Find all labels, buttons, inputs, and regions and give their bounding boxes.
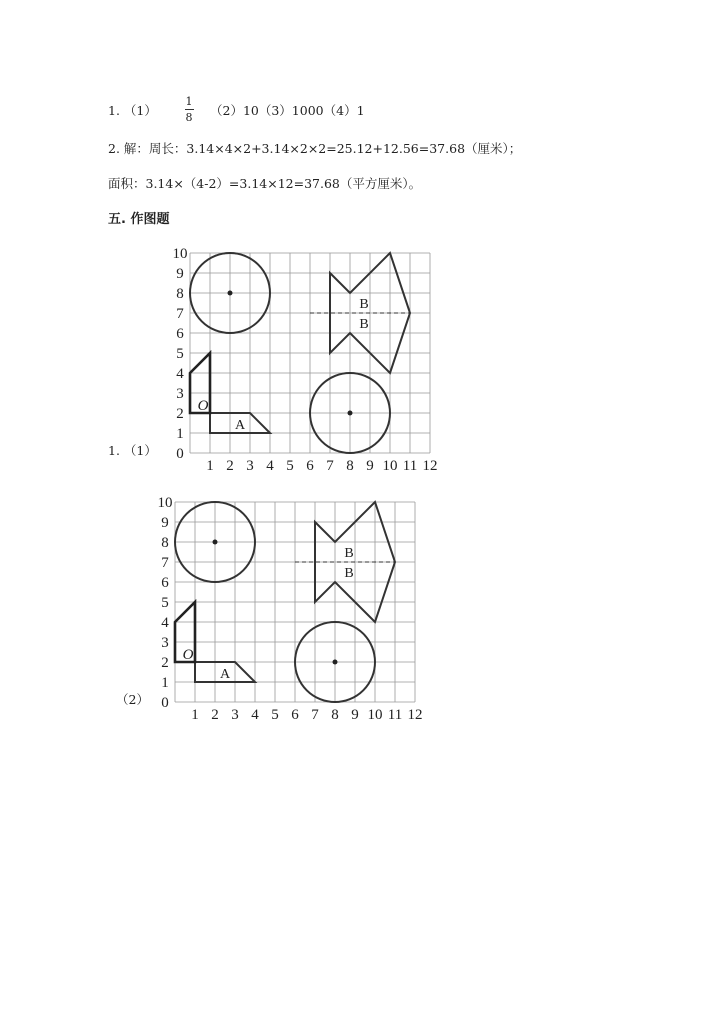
figure-2-label: （2） xyxy=(116,692,149,707)
x-tick-label: 9 xyxy=(351,707,359,723)
origin-label: O xyxy=(182,647,194,663)
x-tick-label: 10 xyxy=(367,707,383,723)
x-tick-label: 1 xyxy=(191,707,199,723)
figure-1-label: 1. （1） xyxy=(108,443,157,458)
x-tick-label: 11 xyxy=(402,458,418,474)
x-tick-label: 2 xyxy=(226,458,234,474)
answer-1-prefix: 1. （1） xyxy=(108,103,157,118)
x-tick-label: 1 xyxy=(206,458,214,474)
x-tick-label: 4 xyxy=(251,707,259,723)
y-tick-label: 1 xyxy=(161,675,169,691)
y-tick-label: 8 xyxy=(176,286,184,302)
y-tick-label: 5 xyxy=(161,595,169,611)
x-tick-label: 2 xyxy=(211,707,219,723)
answer-2-line-2: 面积：3.14×（4-2）=3.14×12=37.68（平方厘米）。 xyxy=(108,176,422,191)
x-tick-label: 5 xyxy=(286,458,294,474)
y-tick-label: 2 xyxy=(176,406,184,422)
x-tick-label: 4 xyxy=(266,458,274,474)
circle-top-center-dot xyxy=(228,291,233,296)
x-tick-label: 10 xyxy=(382,458,398,474)
y-tick-label: 3 xyxy=(161,635,169,651)
fraction-numerator: 1 xyxy=(185,95,193,108)
y-tick-label: 10 xyxy=(172,246,188,262)
circle-bottom-center-dot xyxy=(333,660,338,665)
fraction-bar xyxy=(185,109,194,110)
x-tick-label: 9 xyxy=(366,458,374,474)
y-tick-label: 10 xyxy=(157,495,173,511)
shape-b-label-lower: B xyxy=(344,566,354,581)
x-tick-label: 3 xyxy=(246,458,254,474)
y-tick-label: 3 xyxy=(176,386,184,402)
y-tick-label: 7 xyxy=(161,555,169,571)
y-tick-label: 9 xyxy=(161,515,169,531)
x-tick-label: 7 xyxy=(311,707,319,723)
y-tick-label: 0 xyxy=(161,695,169,711)
circle-bottom-center-dot xyxy=(348,411,353,416)
shape-a-label: A xyxy=(219,667,231,682)
y-tick-label: 7 xyxy=(176,306,184,322)
y-tick-label: 6 xyxy=(161,575,169,591)
y-tick-label: 1 xyxy=(176,426,184,442)
figure-1-grid xyxy=(155,245,445,475)
x-tick-label: 12 xyxy=(407,707,423,723)
x-tick-label: 12 xyxy=(422,458,438,474)
y-tick-label: 8 xyxy=(161,535,169,551)
y-tick-label: 4 xyxy=(176,366,184,382)
answer-2-line-1: 2. 解：周长：3.14×4×2+3.14×2×2=25.12+12.56=37.68（厘米）； xyxy=(108,141,522,156)
circle-top-center-dot xyxy=(213,540,218,545)
answer-1-rest: （2）10（3）1000（4）1 xyxy=(210,103,365,118)
x-tick-label: 6 xyxy=(306,458,314,474)
shape-b-label-upper: B xyxy=(359,297,369,312)
shape-b-label-lower: B xyxy=(359,317,369,332)
y-tick-label: 9 xyxy=(176,266,184,282)
x-tick-label: 6 xyxy=(291,707,299,723)
x-tick-label: 8 xyxy=(346,458,354,474)
shape-b-label-upper: B xyxy=(344,546,354,561)
y-tick-label: 6 xyxy=(176,326,184,342)
x-tick-label: 3 xyxy=(231,707,239,723)
y-tick-label: 5 xyxy=(176,346,184,362)
x-tick-label: 5 xyxy=(271,707,279,723)
y-tick-label: 0 xyxy=(176,446,184,462)
x-tick-label: 7 xyxy=(326,458,334,474)
x-tick-label: 8 xyxy=(331,707,339,723)
answer-1-fraction xyxy=(182,95,196,124)
fraction-denominator: 8 xyxy=(185,111,193,124)
y-tick-label: 4 xyxy=(161,615,169,631)
section-title: 五. 作图题 xyxy=(108,212,170,227)
shape-a-label: A xyxy=(234,418,246,433)
y-tick-label: 2 xyxy=(161,655,169,671)
origin-label: O xyxy=(197,398,209,414)
figure-2-grid xyxy=(140,494,430,724)
x-tick-label: 11 xyxy=(387,707,403,723)
